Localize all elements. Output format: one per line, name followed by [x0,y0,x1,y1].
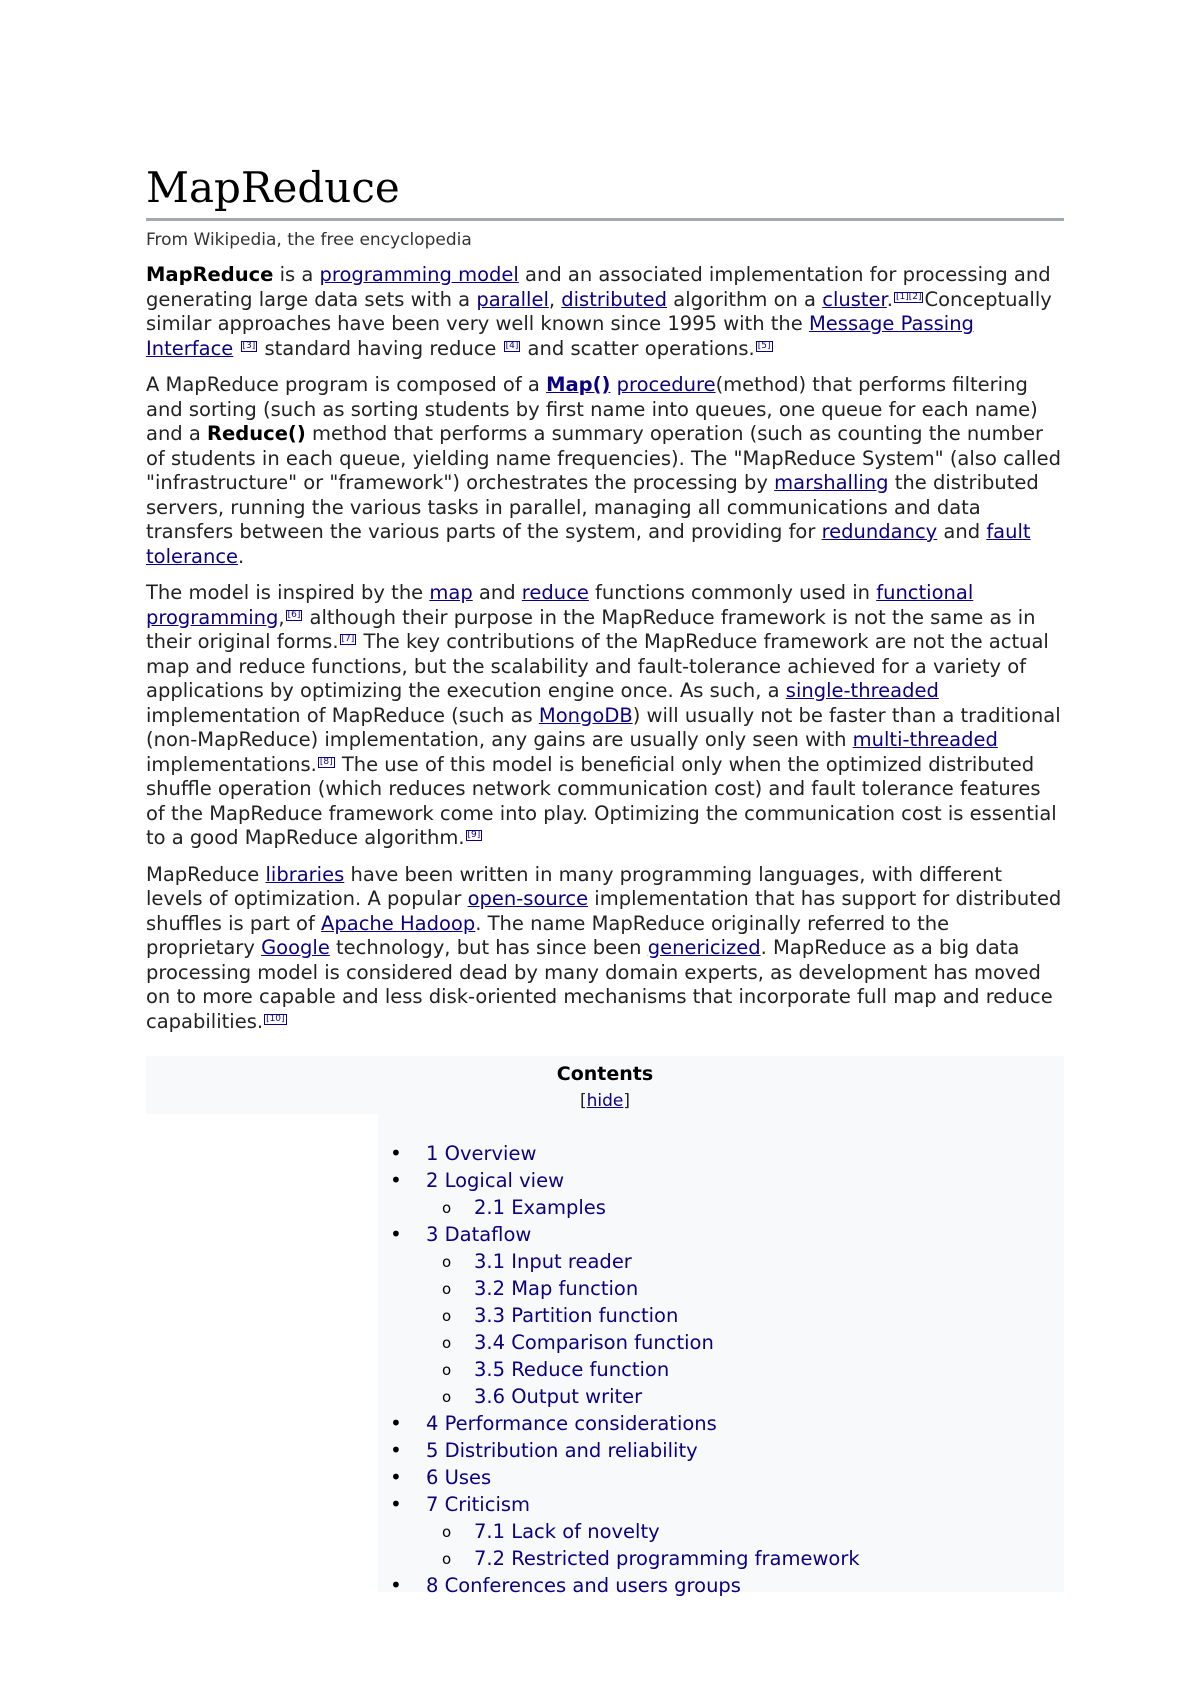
wiki-link[interactable]: fault tolerance [146,520,1031,568]
paragraph-3 [146,581,1064,851]
text-run: Conceptually similar approaches have been very well known since 1995 with the [146,287,1052,335]
table-of-contents [146,1056,1064,1597]
text-run: and [937,520,987,543]
toc-subitem [426,1194,1064,1221]
toc-hide-control [580,1091,630,1111]
toc-subitem [426,1275,1064,1302]
toc-subitem [426,1302,1064,1329]
wiki-link-bold[interactable]: Map() [546,373,611,396]
wiki-link[interactable]: distributed [561,287,668,311]
toc-subitem [426,1329,1064,1356]
wiki-link[interactable]: procedure [616,373,716,396]
citation-ref[interactable]: [3] [242,340,256,351]
text-run: have been written in many programming languages, with different levels of optimization. A popular [146,862,1003,910]
article-page [146,160,1064,1597]
text-run: method that performs a summary operation (such as counting the number of students in each queue, yielding name frequencies). The "MapReduce System" (also called "infrastructure" or "framework") orchestrates the processing by [146,422,1061,494]
wiki-link[interactable]: programming model [319,263,519,286]
citation-ref[interactable]: [1][2] [895,291,922,302]
toc-title: Contents [556,1063,654,1085]
toc-subitem [426,1356,1064,1383]
toc-list [378,1114,1064,1599]
toc-link[interactable]: 7 Criticism [426,1493,531,1516]
wiki-link[interactable]: reduce [521,581,589,604]
toc-sublink[interactable]: 3.5 Reduce function [474,1358,670,1381]
text-run: . MapReduce as a big data processing model is considered dead by many domain experts, as development has moved on to more capable and less disk-oriented mechanisms that incorporate full map and reduce capabilities. [146,936,1053,1033]
wiki-link[interactable]: Google [261,936,330,959]
toc-sublink[interactable]: 3.2 Map function [474,1277,639,1300]
toc-item [378,1437,1064,1464]
wiki-link[interactable]: libraries [265,862,345,886]
text-run: and [472,581,522,604]
toc-sublist [426,1518,1064,1572]
toc-sublink[interactable]: 3.4 Comparison function [474,1331,714,1354]
text-run: implementation of MapReduce (such as [146,703,539,727]
text-run: , [548,287,562,311]
citation-ref[interactable]: [6] [287,609,301,620]
wiki-link[interactable]: MongoDB [538,703,633,727]
text-run: . [886,287,893,311]
toc-item [378,1410,1064,1437]
bold-term: Reduce() [207,422,306,445]
wiki-link[interactable]: open-source [467,887,589,910]
wiki-link[interactable]: Message Passing Interface [146,312,974,360]
wiki-link[interactable]: single-threaded [785,679,939,702]
toc-link[interactable]: 4 Performance considerations [426,1412,717,1435]
toc-subitem [426,1518,1064,1545]
toc-link[interactable]: 5 Distribution and reliability [426,1439,698,1462]
paragraph-2 [146,373,1064,569]
toc-sublist [426,1248,1064,1410]
page-title: MapReduce [146,160,1064,221]
page-tagline: From Wikipedia, the free encyclopedia [146,230,472,250]
toc-link[interactable]: 1 Overview [426,1142,537,1165]
toc-sublink[interactable]: 3.3 Partition function [474,1304,679,1327]
citation-ref[interactable]: [5] [757,340,771,351]
paragraph-4 [146,863,1064,1035]
toc-sublink[interactable]: 2.1 Examples [474,1196,606,1219]
text-run: algorithm on a [667,287,823,311]
text-run: The model is inspired by the [146,581,430,604]
text-run: the distributed servers, running the various tasks in parallel, managing all communications and data transfers between the various parts of the system, and providing for [146,471,1039,543]
toc-item [378,1221,1064,1410]
bold-term: MapReduce [146,263,274,286]
toc-blank-area [146,1114,378,1592]
toc-hide-bracket-close: ] [623,1091,631,1111]
toc-link[interactable]: 2 Logical view [426,1169,565,1192]
wiki-link[interactable]: map [429,581,473,604]
toc-sublink[interactable]: 7.2 Restricted programming framework [474,1547,860,1570]
citation-ref[interactable]: [7] [341,634,355,644]
text-run: (method) that performs filtering and sorting (such as sorting students by first name into queues, one queue for each name) and a [146,373,1038,445]
text-run: is a [273,263,320,286]
toc-item [378,1572,1064,1599]
wiki-link[interactable]: genericized [647,936,761,959]
toc-subitem [426,1383,1064,1410]
toc-hide-bracket-open: [ [579,1091,587,1111]
citation-ref[interactable]: [4] [505,340,519,351]
toc-subitem [426,1248,1064,1275]
text-run: implementations. [146,752,317,776]
toc-subitem [426,1545,1064,1572]
text-run: A MapReduce program is composed of a [146,373,547,396]
wiki-link[interactable]: redundancy [821,520,938,543]
text-run: The key contributions of the MapReduce framework are not the actual map and reduce functions, but the scalability and fault-tolerance achieved for a variety of applications by optimizing the execution engine once. As such, a [146,630,1049,702]
toc-sublist [426,1194,1064,1221]
toc-link[interactable]: 8 Conferences and users groups [426,1574,741,1597]
wiki-link[interactable]: Apache Hadoop [321,911,476,935]
wiki-link[interactable]: marshalling [774,471,889,494]
paragraph-1 [146,263,1064,361]
toc-sublink[interactable]: 3.1 Input reader [474,1250,632,1273]
article-body [146,263,1064,1034]
citation-ref[interactable]: [10] [266,1013,285,1024]
toc-sublink[interactable]: 7.1 Lack of novelty [474,1520,660,1543]
text-run: functions commonly used in [588,581,877,604]
text-run: implementation that has support for distributed shuffles is part of [146,887,1062,935]
toc-link[interactable]: 6 Uses [426,1466,492,1489]
wiki-link[interactable]: functional programming [146,581,974,629]
citation-ref[interactable]: [8] [319,756,333,767]
citation-ref[interactable]: [9] [467,830,481,840]
text-run: ) will usually not be faster than a traditional (non-MapReduce) implementation, any gains are usually only seen with [146,703,1061,751]
text-run: and scatter operations. [521,336,755,360]
wiki-link[interactable]: cluster [822,287,887,311]
toc-hide-link[interactable]: hide [586,1091,624,1111]
toc-header [146,1056,1064,1120]
toc-item [378,1140,1064,1167]
text-run: . [238,544,245,568]
text-run [233,337,239,360]
text-run: although their purpose in the MapReduce framework is not the same as in their original forms. [146,605,1036,653]
toc-item [378,1491,1064,1572]
text-run: and an associated implementation for processing and generating large data sets with a [146,263,1051,311]
text-run: MapReduce [146,862,266,886]
wiki-link[interactable]: multi-threaded [852,728,998,751]
wiki-link[interactable]: parallel [476,287,549,311]
toc-link[interactable]: 3 Dataflow [426,1223,532,1246]
text-run: standard having reduce [258,336,503,360]
toc-sublink[interactable]: 3.6 Output writer [474,1385,643,1408]
toc-item [378,1464,1064,1491]
text-run: The use of this model is beneficial only when the optimized distributed shuffle operation (which reduces network communication cost) and fault tolerance features of the MapReduce framework come into play. Optimizing the communication cost is essential to a good MapReduce algorithm. [146,752,1057,849]
text-run: . The name MapReduce originally referred to the proprietary [146,911,950,959]
toc-list-container [378,1114,1064,1597]
text-run: technology, but has since been [329,936,648,959]
toc-item [378,1167,1064,1221]
text-run: , [278,605,285,629]
